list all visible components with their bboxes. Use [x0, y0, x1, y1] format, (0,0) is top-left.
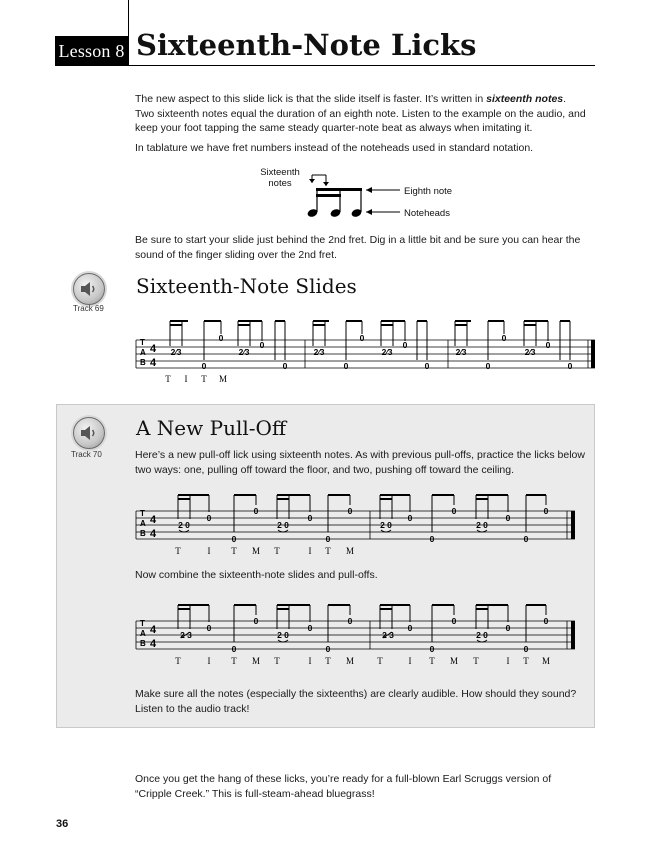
- track-69-audio-button[interactable]: [73, 273, 105, 305]
- svg-text:T: T: [274, 656, 280, 666]
- svg-text:T: T: [274, 546, 280, 556]
- tab-mark: 0: [325, 644, 331, 654]
- svg-text:4: 4: [150, 343, 157, 355]
- svg-text:T: T: [231, 546, 237, 556]
- lesson-badge: [55, 36, 128, 66]
- track-70-label: Track 70: [71, 450, 102, 459]
- tab-mark: 0: [218, 333, 224, 343]
- sixteenth-notes-label: Sixteenth notes: [260, 167, 300, 189]
- svg-text:M: M: [449, 656, 459, 666]
- svg-text:A: A: [140, 348, 146, 357]
- tab-mark: 0: [424, 361, 430, 371]
- tab-mark: 0: [407, 623, 413, 633]
- svg-text:M: M: [345, 656, 355, 666]
- tab-mark: 0: [501, 333, 507, 343]
- audible-tip-paragraph: Make sure all the notes (especially the sixteenths) are clearly audible. How should they sound? Listen to the audio track!: [135, 688, 577, 715]
- svg-text:T: T: [231, 656, 237, 666]
- svg-text:T: T: [473, 656, 479, 666]
- closing-paragraph: Once you get the hang of these licks, you’re ready for a full-blown Earl Scruggs version of “Cripple Creek.” This is full-steam-ahead bluegrass!: [135, 773, 552, 800]
- tab-mark: 2 0: [476, 630, 488, 640]
- tab-staff-pull-off: [130, 490, 580, 562]
- time-signature: [150, 343, 157, 369]
- intro-text-a: The new aspect to this slide lick is that the slide itself is faster. It’s written in: [135, 93, 487, 105]
- speaker-icon: [80, 281, 98, 297]
- svg-text:M: M: [251, 546, 261, 556]
- tab-mark: 0: [206, 623, 212, 633]
- tab-mark: 0: [253, 506, 259, 516]
- pull-off-intro-paragraph: Here’s a new pull-off lick using sixteenth notes. As with previous pull-offs, practice the licks below two ways: one, pulling off toward the floor, and two, pushing off toward the ceiling.: [135, 449, 585, 476]
- svg-text:T: T: [140, 619, 145, 628]
- lesson-label: Lesson 8: [58, 40, 125, 61]
- svg-text:4: 4: [150, 624, 157, 636]
- tab-mark: 0: [206, 513, 212, 523]
- tab-mark: 0: [523, 644, 529, 654]
- tab-mark: 0: [307, 623, 313, 633]
- tab-mark: 2 0: [178, 520, 190, 530]
- svg-text:I: I: [207, 546, 211, 556]
- tab-mark: 0: [429, 534, 435, 544]
- svg-text:T: T: [165, 374, 171, 384]
- tab-mark: 0: [451, 616, 457, 626]
- section-heading-pull-off: A New Pull-Off: [136, 416, 287, 440]
- tab-mark: 0: [347, 616, 353, 626]
- svg-text:T: T: [140, 338, 145, 347]
- tab-mark: 2 0: [476, 520, 488, 530]
- tab-mark: 0: [407, 513, 413, 523]
- svg-text:T: T: [201, 374, 207, 384]
- tab-mark: 2⁄3: [381, 347, 393, 357]
- header-horizontal-rule: [55, 65, 595, 66]
- svg-text:I: I: [207, 656, 211, 666]
- svg-text:M: M: [345, 546, 355, 556]
- tab-mark: 0: [543, 616, 549, 626]
- page-number: 36: [56, 818, 69, 830]
- svg-text:T: T: [325, 656, 331, 666]
- svg-text:I: I: [308, 656, 312, 666]
- tablature-note-paragraph: In tablature we have fret numbers instead of the noteheads used in standard notation.: [135, 142, 534, 154]
- svg-text:B: B: [140, 358, 146, 367]
- noteheads-label: Noteheads: [404, 208, 450, 219]
- track-69-label: Track 69: [73, 304, 104, 313]
- tab-mark: 0: [259, 340, 265, 350]
- tab-mark: 2 0: [277, 520, 289, 530]
- tab-mark: 2⁄3: [524, 347, 536, 357]
- svg-text:T: T: [377, 656, 383, 666]
- svg-text:T: T: [140, 509, 145, 518]
- svg-text:T: T: [325, 546, 331, 556]
- svg-text:M: M: [251, 656, 261, 666]
- tab-mark: 2⁄3: [455, 347, 467, 357]
- finger-indications-combined: [175, 656, 550, 666]
- slide-tip-paragraph: Be sure to start your slide just behind the 2nd fret. Dig in a little bit and be sure you can hear the sound of the finger sliding over the 2nd fret.: [135, 234, 581, 261]
- tab-mark: 0: [485, 361, 491, 371]
- svg-text:T: T: [175, 546, 181, 556]
- section-heading-slides: Sixteenth-Note Slides: [136, 274, 357, 298]
- tab-mark: 0: [307, 513, 313, 523]
- svg-text:A: A: [140, 519, 146, 528]
- tab-mark: 2 3: [382, 630, 394, 640]
- tab-mark: 2⁄3: [313, 347, 325, 357]
- track-70-audio-button[interactable]: [73, 417, 105, 449]
- tab-mark: 2⁄3: [170, 347, 182, 357]
- svg-text:4: 4: [150, 514, 157, 526]
- tab-mark: 0: [429, 644, 435, 654]
- tab-clef: [140, 338, 146, 367]
- note-value-diagram: [290, 165, 410, 225]
- intro-emphasis: sixteenth notes: [486, 93, 564, 105]
- svg-text:A: A: [140, 629, 146, 638]
- tab-mark: 0: [201, 361, 207, 371]
- svg-text:T: T: [175, 656, 181, 666]
- tab-mark: 0: [282, 361, 288, 371]
- svg-text:I: I: [184, 374, 188, 384]
- tab-mark: 0: [545, 340, 551, 350]
- combine-paragraph: Now combine the sixteenth-note slides and pull-offs.: [135, 569, 378, 581]
- tab-clef: [140, 619, 146, 648]
- eighth-note-label: Eighth note: [404, 186, 453, 197]
- page-title: Sixteenth-Note Licks: [136, 28, 477, 62]
- tab-mark: 0: [359, 333, 365, 343]
- tab-mark: 0: [231, 534, 237, 544]
- tab-mark: 0: [451, 506, 457, 516]
- tab-mark: 0: [402, 340, 408, 350]
- intro-text-b: . Two sixteenth notes equal the duration of an eighth note. Listen to the example on the audio, and keep your foot tapping the same steady quarter-note beat as always when imitating it.: [135, 93, 586, 134]
- tab-mark: 0: [505, 623, 511, 633]
- tab-clef: [140, 509, 146, 538]
- tab-staff-combined: [130, 598, 580, 670]
- svg-text:4: 4: [150, 638, 157, 650]
- svg-text:4: 4: [150, 528, 157, 540]
- svg-text:4: 4: [150, 357, 157, 369]
- intro-paragraph: [135, 92, 587, 136]
- svg-text:B: B: [140, 639, 146, 648]
- tab-mark: 0: [253, 616, 259, 626]
- tab-mark: 2 3: [180, 630, 192, 640]
- header-vertical-rule: [128, 0, 129, 66]
- tab-mark: 0: [343, 361, 349, 371]
- svg-text:B: B: [140, 529, 146, 538]
- tab-staff-slides: [130, 315, 600, 385]
- svg-text:M: M: [218, 374, 228, 384]
- svg-text:T: T: [523, 656, 529, 666]
- finger-indications-pull-off: [175, 546, 354, 556]
- tab-mark: 0: [567, 361, 573, 371]
- finger-indications-slides: [165, 374, 227, 384]
- time-signature: [150, 624, 157, 650]
- svg-text:I: I: [506, 656, 510, 666]
- time-signature: [150, 514, 157, 540]
- tab-mark: 0: [231, 644, 237, 654]
- tab-mark: 0: [325, 534, 331, 544]
- tab-mark: 2 0: [380, 520, 392, 530]
- tab-mark: 0: [543, 506, 549, 516]
- tab-mark: 2⁄3: [238, 347, 250, 357]
- tab-mark: 0: [523, 534, 529, 544]
- svg-text:I: I: [308, 546, 312, 556]
- tab-mark: 2 0: [277, 630, 289, 640]
- speaker-icon: [80, 425, 98, 441]
- tab-mark: 0: [505, 513, 511, 523]
- tab-mark: 0: [347, 506, 353, 516]
- svg-text:T: T: [429, 656, 435, 666]
- svg-text:I: I: [408, 656, 412, 666]
- svg-text:M: M: [541, 656, 551, 666]
